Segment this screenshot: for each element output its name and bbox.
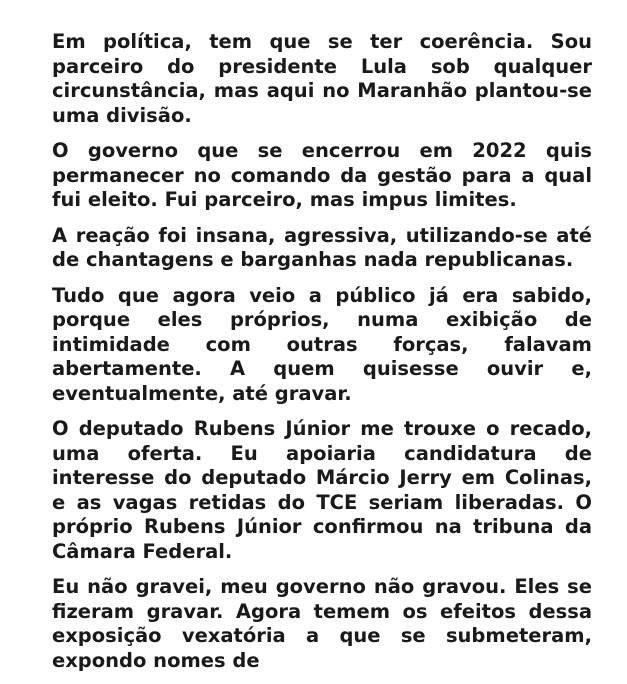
paragraph-2: O governo que se encerrou em 2022 quis permanecer no comando da gestão para a qual fui eleito. Fui parceiro, mas impus limites. xyxy=(52,139,592,211)
paragraph-1: Em política, tem que se ter coerência. Sou parceiro do presidente Lula sob qualquer circunstância, mas aqui no Maranhão plantou-se uma divisão. xyxy=(52,30,592,127)
paragraph-4: Tudo que agora veio a público já era sabido, porque eles próprios, numa exibição de intimidade com outras forças, falavam abertamente. A quem quisesse ouvir e, eventualmente, até gravar. xyxy=(52,283,592,405)
paragraph-6: Eu não gravei, meu governo não gravou. Eles se fizeram gravar. Agora temem os efeitos dessa exposição vexatória a que se submeteram, expondo nomes de xyxy=(52,575,592,672)
paragraph-5: O deputado Rubens Júnior me trouxe o recado, uma oferta. Eu apoiaria candidatura de interesse do deputado Márcio Jerry em Colinas, e as vagas retidas do TCE seriam liberadas. O próprio Rubens Júnior confirmou na tribuna da Câmara Federal. xyxy=(52,417,592,563)
statement-text xyxy=(52,30,592,684)
paragraph-3: A reação foi insana, agressiva, utilizando-se até de chantagens e barganhas nada republicanas. xyxy=(52,223,592,271)
